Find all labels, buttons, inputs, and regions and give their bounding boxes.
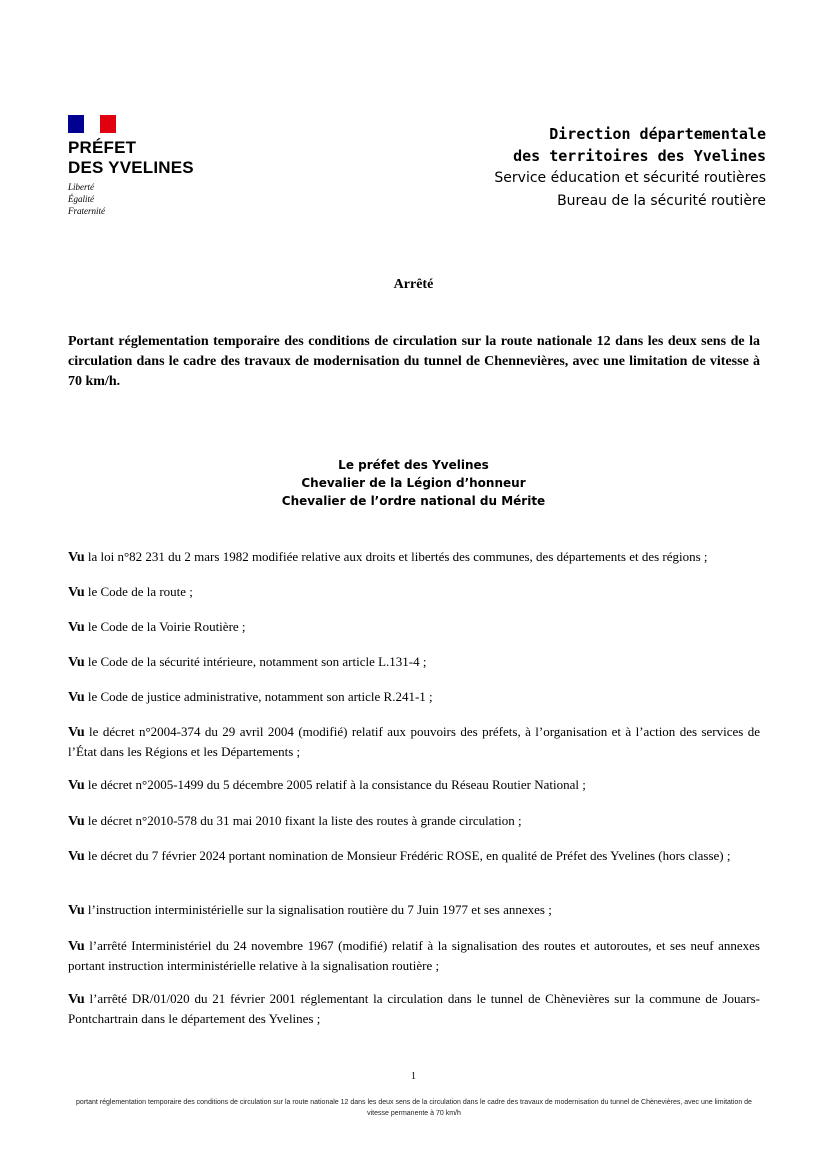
vu-text: le décret du 7 février 2024 portant nomination de Monsieur Frédéric ROSE, en qualité de Préfet des Yvelines (hors classe) ;	[87, 848, 731, 863]
department-line2: des territoires des Yvelines	[513, 147, 766, 165]
issuing-department	[494, 123, 766, 213]
logo-line2: DES YVELINES	[68, 158, 194, 177]
motto	[68, 181, 194, 217]
logo-line1: PRÉFET	[68, 138, 137, 157]
vu-label: Vu	[68, 690, 85, 705]
vu-text: l’arrêté DR/01/020 du 21 février 2001 réglementant la circulation dans le tunnel de Chènevières sur la commune de Jouars-Pontchartrain dans le département des Yvelines ;	[68, 991, 760, 1026]
vu-label: Vu	[68, 585, 85, 600]
vu-label: Vu	[68, 903, 85, 918]
prefet-block	[0, 456, 827, 510]
vu-label: Vu	[68, 778, 85, 793]
prefet-title: Le préfet des Yvelines	[338, 458, 489, 472]
vu-text: le décret n°2010-578 du 31 mai 2010 fixant la liste des routes à grande circulation ;	[87, 813, 522, 828]
vu-label: Vu	[68, 992, 85, 1007]
vu-item	[68, 811, 760, 831]
vu-item	[68, 582, 760, 602]
service-name: Service éducation et sécurité routières	[494, 170, 766, 186]
vu-label: Vu	[68, 849, 85, 864]
vu-item	[68, 687, 760, 707]
vu-text: le Code de la sécurité intérieure, notamment son article L.131-4 ;	[87, 654, 427, 669]
vu-text: le Code de la route ;	[87, 584, 193, 599]
logo-name	[68, 138, 194, 178]
document-title: Arrêté	[393, 277, 434, 292]
vu-item	[68, 722, 760, 761]
vu-item	[68, 775, 760, 795]
vu-text: le Code de justice administrative, notamment son article R.241-1 ;	[87, 689, 433, 704]
prefet-honor-1: Chevalier de la Légion d’honneur	[301, 476, 526, 490]
vu-item	[68, 846, 760, 866]
prefecture-logo	[68, 115, 194, 217]
vu-label: Vu	[68, 725, 85, 740]
motto-2: Égalité	[68, 194, 94, 204]
document-subject: Portant réglementation temporaire des conditions de circulation sur la route nationale 12 dans les deux sens de la circulation dans le cadre des travaux de modernisation du tunnel de Chennevières, avec une limitation de vitesse à 70 km/h.	[68, 334, 760, 389]
page-number: 1	[411, 1071, 416, 1082]
vu-item	[68, 652, 760, 672]
marianne-flag-icon	[68, 115, 116, 133]
vu-item	[68, 936, 760, 975]
vu-text: le Code de la Voirie Routière ;	[87, 619, 246, 634]
page-footer: portant réglementation temporaire des conditions de circulation sur la route nationale 12 dans les deux sens de la circulation dans le cadre des travaux de modernisation du tunnel de Chènevières, avec une limitation de vitesse permanente à 70 km/h	[76, 1099, 752, 1117]
vu-text: l’instruction interministérielle sur la signalisation routière du 7 Juin 1977 et ses annexes ;	[87, 902, 552, 917]
vu-text: la loi n°82 231 du 2 mars 1982 modifiée relative aux droits et libertés des communes, des départements et des régions ;	[87, 549, 708, 564]
vu-label: Vu	[68, 655, 85, 670]
vu-text: le décret n°2005-1499 du 5 décembre 2005 relatif à la consistance du Réseau Routier National ;	[87, 777, 586, 792]
prefet-honor-2: Chevalier de l’ordre national du Mérite	[281, 494, 546, 508]
motto-1: Liberté	[68, 182, 94, 192]
vu-item	[68, 989, 760, 1028]
vu-label: Vu	[68, 620, 85, 635]
bureau-name: Bureau de la sécurité routière	[557, 193, 766, 209]
department-line1: Direction départementale	[549, 125, 766, 143]
vu-label: Vu	[68, 939, 85, 954]
vu-text: l’arrêté Interministériel du 24 novembre 1967 (modifié) relatif à la signalisation des routes et autoroutes, et ses neuf annexes portant instruction interministérielle relative à la signalisation routière ;	[68, 938, 760, 973]
vu-label: Vu	[68, 814, 85, 829]
vu-item	[68, 617, 760, 637]
motto-3: Fraternité	[68, 206, 105, 216]
vu-text: le décret n°2004-374 du 29 avril 2004 (modifié) relatif aux pouvoirs des préfets, à l’organisation et à l’action des services de l’État dans les Régions et les Départements ;	[68, 724, 760, 759]
vu-item	[68, 547, 760, 567]
vu-label: Vu	[68, 550, 85, 565]
vu-item	[68, 900, 760, 920]
